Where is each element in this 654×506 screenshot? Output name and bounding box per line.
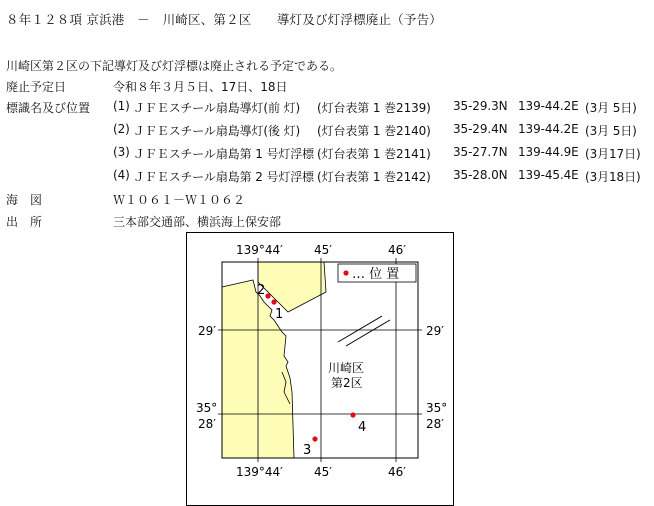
legend-text: … 位 置: [352, 267, 400, 282]
date-label: 廃止予定日: [6, 80, 67, 94]
source-label: 出 所: [6, 215, 43, 229]
marker-4: [350, 412, 355, 417]
source-value: 三本部交通部、横浜海上保安部: [113, 215, 282, 229]
aid-ref: (灯台表第 1 巻2139): [317, 101, 431, 115]
aid-lon: 139-44.9E: [518, 145, 579, 159]
label-point-2: 2: [257, 283, 266, 298]
marker-2: [265, 293, 270, 298]
chart-value: Ｗ１０６１－Ｗ１０６２: [113, 193, 246, 207]
aid-no: (4): [113, 168, 130, 182]
aid-name: ＪＦＥスチール扇島導灯(前 灯): [133, 101, 301, 115]
aid-date: (3月 5日): [585, 124, 637, 138]
marker-1: [271, 299, 276, 304]
label-point-1: 1: [275, 307, 284, 322]
top-lon-label-45: 45′: [314, 243, 332, 257]
aid-name: ＪＦＥスチール扇島導灯(後 灯): [133, 124, 301, 138]
notice-title: ８年１２８項 京浜港 － 川崎区、第２区 導灯及び灯浮標廃止（予告）: [6, 12, 442, 27]
top-lon-label-44: 139°44′: [236, 243, 283, 257]
aid-lat: 35-27.7N: [453, 145, 508, 159]
label-point-3: 3: [303, 443, 312, 458]
bottom-lon-label-44: 139°44′: [236, 465, 283, 479]
lat-label-29-right: 29′: [426, 324, 444, 338]
legend-marker: [343, 270, 348, 275]
date-value: 令和８年３月５日、17日、18日: [113, 80, 288, 94]
aid-lat: 35-29.4N: [453, 122, 508, 136]
aid-no: (3): [113, 145, 130, 159]
aid-lat: 35-29.3N: [453, 99, 508, 113]
aid-no: (1): [113, 99, 130, 113]
aid-date: (3月18日): [585, 170, 641, 184]
lat-label-35-right: 35°: [426, 401, 448, 415]
aid-name: ＪＦＥスチール扇島第 1 号灯浮標: [133, 147, 315, 161]
area-label-line1: 川崎区: [328, 361, 365, 375]
lat-label-28-left: 28′: [198, 417, 216, 431]
aid-ref: (灯台表第 1 巻2141): [317, 147, 431, 161]
aid-name: ＪＦＥスチール扇島第 2 号灯浮標: [133, 170, 315, 184]
name-label: 標識名及び位置: [6, 101, 91, 115]
marker-3: [312, 436, 317, 441]
aid-lon: 139-44.2E: [518, 99, 579, 113]
aid-lon: 139-45.4E: [518, 168, 579, 182]
aid-date: (3月 5日): [585, 101, 637, 115]
top-lon-label-46: 46′: [388, 243, 406, 257]
area-label-line2: 第2区: [331, 376, 363, 390]
notice-intro: 川崎区第２区の下記導灯及び灯浮標は廃止される予定である。: [6, 59, 343, 73]
aid-ref: (灯台表第 1 巻2140): [317, 124, 431, 138]
lat-label-35-left: 35°: [196, 401, 218, 415]
aid-ref: (灯台表第 1 巻2142): [317, 170, 431, 184]
location-map: [186, 232, 454, 506]
aid-lat: 35-28.0N: [453, 168, 508, 182]
lat-label-29-left: 29′: [198, 324, 216, 338]
bottom-lon-label-46: 46′: [388, 465, 406, 479]
aid-lon: 139-44.2E: [518, 122, 579, 136]
aid-date: (3月17日): [585, 147, 641, 161]
chart-label: 海 図: [6, 193, 43, 207]
location-map-svg: [186, 232, 454, 506]
aid-no: (2): [113, 122, 130, 136]
lat-label-28-right: 28′: [426, 417, 444, 431]
bottom-lon-label-45: 45′: [314, 465, 332, 479]
label-point-4: 4: [358, 420, 367, 435]
